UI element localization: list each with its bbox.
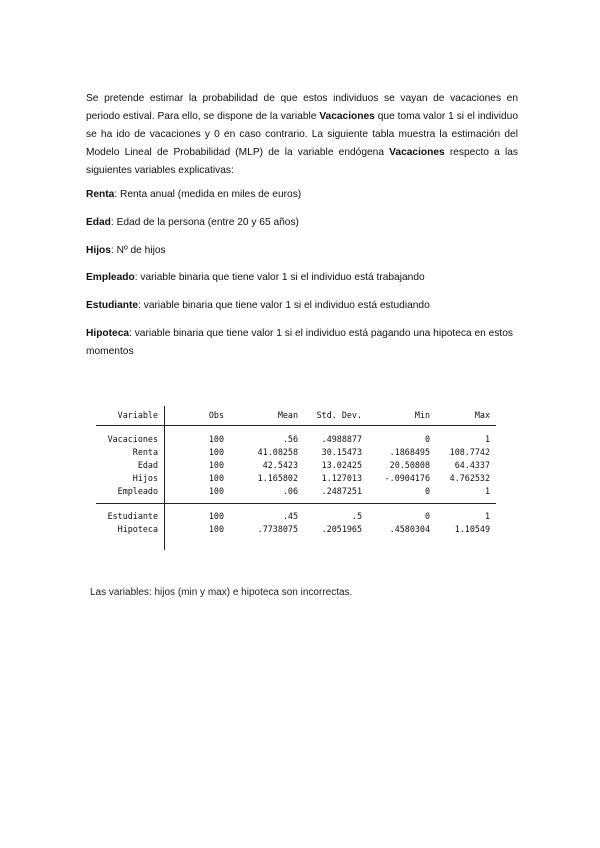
- variable-definition-hipoteca: [86, 325, 518, 361]
- intro-text-1: Se pretende estimar la probabilidad de que estos individuos se vayan de vacaciones en periodo estival. Para ello, se dispone de la variable: [86, 93, 518, 122]
- intro-paragraph: [86, 90, 518, 180]
- variable-definition-edad: [86, 214, 526, 232]
- cell-std-dev: .5: [351, 511, 362, 521]
- cell-max: 64.4337: [454, 460, 490, 470]
- cell-max: 1: [484, 511, 490, 521]
- intro-bold-2: Vacaciones: [389, 147, 445, 158]
- cell-min: -.0904176: [384, 473, 430, 483]
- table-row: [96, 486, 496, 498]
- cell-variable: Edad: [137, 460, 158, 470]
- cell-mean: 42.5423: [262, 460, 298, 470]
- table-row: [96, 524, 496, 536]
- variable-definition-hijos: [86, 242, 526, 260]
- header-std-dev: Std. Dev.: [316, 410, 362, 420]
- variable-description: : Nº de hijos: [110, 245, 166, 256]
- variable-description: : Edad de la persona (entre 20 y 65 años): [110, 217, 299, 228]
- cell-obs: 100: [208, 486, 224, 496]
- variable-name: Hijos: [86, 245, 111, 256]
- header-max: Max: [474, 410, 490, 420]
- variable-name: Renta: [86, 189, 115, 200]
- header-obs: Obs: [208, 410, 224, 420]
- cell-std-dev: 1.127013: [321, 473, 362, 483]
- cell-std-dev: 30.15473: [321, 447, 362, 457]
- table-header-rule: [96, 425, 496, 426]
- header-variable: Variable: [117, 410, 158, 420]
- cell-std-dev: 13.02425: [321, 460, 362, 470]
- variable-name: Estudiante: [86, 300, 139, 311]
- cell-min: 20.50808: [389, 460, 430, 470]
- cell-obs: 100: [208, 460, 224, 470]
- cell-mean: 1.165802: [257, 473, 298, 483]
- cell-min: .4580304: [389, 524, 430, 534]
- cell-max: 108.7742: [449, 447, 490, 457]
- table-row: [96, 434, 496, 446]
- cell-obs: 100: [208, 434, 224, 444]
- cell-variable: Renta: [132, 447, 158, 457]
- cell-min: .1868495: [389, 447, 430, 457]
- variable-description: : variable binaria que tiene valor 1 si el individuo está estudiando: [138, 300, 430, 311]
- cell-mean: .56: [282, 434, 298, 444]
- table-header-row: [96, 410, 496, 422]
- table-row: [96, 473, 496, 485]
- variable-name: Edad: [86, 217, 111, 228]
- variable-name: Hipoteca: [86, 328, 130, 339]
- cell-mean: .45: [282, 511, 298, 521]
- intro-text-3: respecto a las siguientes variables explicativas:: [86, 147, 518, 176]
- intro-text-2: que toma valor 1 si el individuo se ha ido de vacaciones y 0 en caso contrario. La siguiente tabla muestra la estimación del Modelo Lineal de Probabilidad (MLP) de la variable endógena: [86, 111, 518, 158]
- cell-obs: 100: [208, 447, 224, 457]
- cell-obs: 100: [208, 511, 224, 521]
- cell-min: 0: [424, 486, 430, 496]
- table-row: [96, 511, 496, 523]
- table-row: [96, 447, 496, 459]
- header-min: Min: [414, 410, 430, 420]
- variable-definition-estudiante: [86, 297, 526, 315]
- cell-max: 1.10549: [454, 524, 490, 534]
- variable-description: : variable binaria que tiene valor 1 si el individuo está pagando una hipoteca en estos momentos: [86, 328, 514, 357]
- cell-min: 0: [424, 434, 430, 444]
- table-group-rule: [96, 503, 496, 504]
- variable-definition-renta: [86, 186, 526, 204]
- cell-mean: .7738075: [257, 524, 298, 534]
- variable-description: : variable binaria que tiene valor 1 si el individuo está trabajando: [134, 272, 425, 283]
- cell-min: 0: [424, 511, 430, 521]
- cell-mean: 41.08258: [257, 447, 298, 457]
- header-mean: Mean: [277, 410, 298, 420]
- variable-definition-empleado: [86, 269, 526, 287]
- cell-max: 1: [484, 434, 490, 444]
- cell-max: 4.762532: [449, 473, 490, 483]
- intro-bold-1: Vacaciones: [319, 111, 375, 122]
- cell-variable: Empleado: [117, 486, 158, 496]
- note-text: Las variables: hijos (min y max) e hipoteca son incorrectas.: [90, 587, 353, 598]
- cell-variable: Hipoteca: [117, 524, 158, 534]
- cell-std-dev: .4988877: [321, 434, 362, 444]
- cell-variable: Vacaciones: [107, 434, 158, 444]
- cell-max: 1: [484, 486, 490, 496]
- cell-std-dev: .2487251: [321, 486, 362, 496]
- cell-std-dev: .2051965: [321, 524, 362, 534]
- variable-name: Empleado: [86, 272, 135, 283]
- cell-variable: Hijos: [132, 473, 158, 483]
- cell-variable: Estudiante: [107, 511, 158, 521]
- variable-description: : Renta anual (medida en miles de euros): [114, 189, 302, 200]
- cell-obs: 100: [208, 473, 224, 483]
- cell-mean: .06: [282, 486, 298, 496]
- table-row: [96, 460, 496, 472]
- cell-obs: 100: [208, 524, 224, 534]
